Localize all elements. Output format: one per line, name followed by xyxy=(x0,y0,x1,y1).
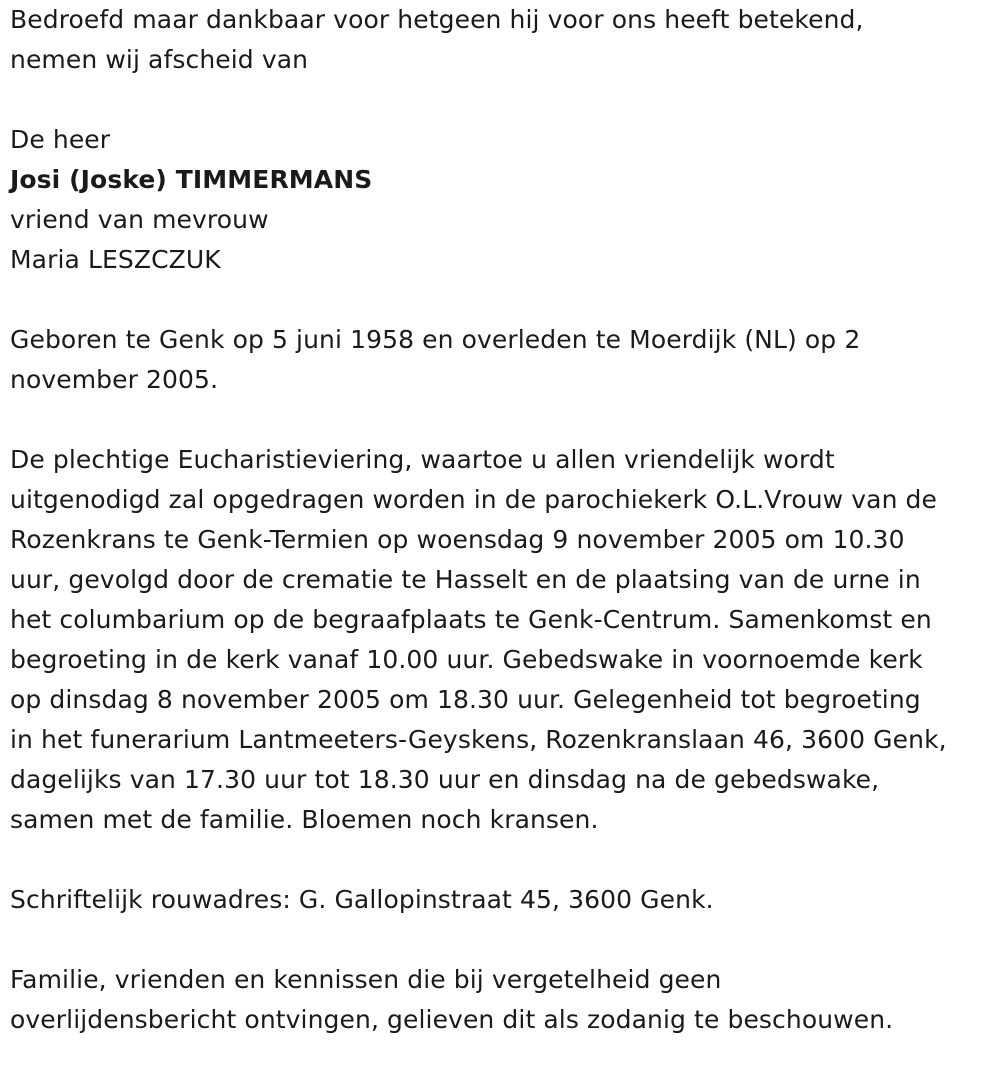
obituary-notice xyxy=(10,0,995,1040)
closing-line-2: overlijdensbericht ontvingen, gelieven dit als zodanig te beschouwen. xyxy=(10,1005,894,1034)
intro-line-1: Bedroefd maar dankbaar voor hetgeen hij voor ons heeft betekend, xyxy=(10,5,864,34)
person-block xyxy=(10,120,995,280)
birth-death-line-1: Geboren te Genk op 5 juni 1958 en overleden te Moerdijk (NL) op 2 xyxy=(10,325,861,354)
intro-paragraph xyxy=(10,0,995,80)
ceremony-line: uur, gevolgd door de crematie te Hasselt en de plaatsing van de urne in xyxy=(10,565,921,594)
birth-death-paragraph xyxy=(10,320,995,400)
ceremony-line: op dinsdag 8 november 2005 om 18.30 uur. Gelegenheid tot begroeting xyxy=(10,685,921,714)
intro-line-2: nemen wij afscheid van xyxy=(10,45,309,74)
birth-death-line-2: november 2005. xyxy=(10,365,219,394)
salutation: De heer xyxy=(10,125,111,154)
closing-line-1: Familie, vrienden en kennissen die bij vergetelheid geen xyxy=(10,965,722,994)
ceremony-line: in het funerarium Lantmeeters-Geyskens, Rozenkranslaan 46, 3600 Genk, xyxy=(10,725,947,754)
ceremony-line: het columbarium op de begraafplaats te Genk-Centrum. Samenkomst en xyxy=(10,605,932,634)
ceremony-paragraph xyxy=(10,440,995,840)
paragraph-gap xyxy=(10,920,995,960)
partner-name: Maria LESZCZUK xyxy=(10,245,221,274)
ceremony-line: begroeting in de kerk vanaf 10.00 uur. Gebedswake in voornoemde kerk xyxy=(10,645,923,674)
paragraph-gap xyxy=(10,280,995,320)
ceremony-line: samen met de familie. Bloemen noch kransen. xyxy=(10,805,599,834)
paragraph-gap xyxy=(10,80,995,120)
paragraph-gap xyxy=(10,840,995,880)
relation-label: vriend van mevrouw xyxy=(10,205,269,234)
paragraph-gap xyxy=(10,400,995,440)
deceased-name: Josi (Joske) TIMMERMANS xyxy=(10,165,373,194)
mourning-address: Schriftelijk rouwadres: G. Gallopinstraat 45, 3600 Genk. xyxy=(10,885,714,914)
ceremony-line: De plechtige Eucharistieviering, waartoe u allen vriendelijk wordt xyxy=(10,445,835,474)
ceremony-line: uitgenodigd zal opgedragen worden in de parochiekerk O.L.Vrouw van de xyxy=(10,485,938,514)
ceremony-line: Rozenkrans te Genk-Termien op woensdag 9 november 2005 om 10.30 xyxy=(10,525,905,554)
address-paragraph xyxy=(10,880,995,920)
closing-paragraph xyxy=(10,960,995,1040)
ceremony-line: dagelijks van 17.30 uur tot 18.30 uur en dinsdag na de gebedswake, xyxy=(10,765,880,794)
